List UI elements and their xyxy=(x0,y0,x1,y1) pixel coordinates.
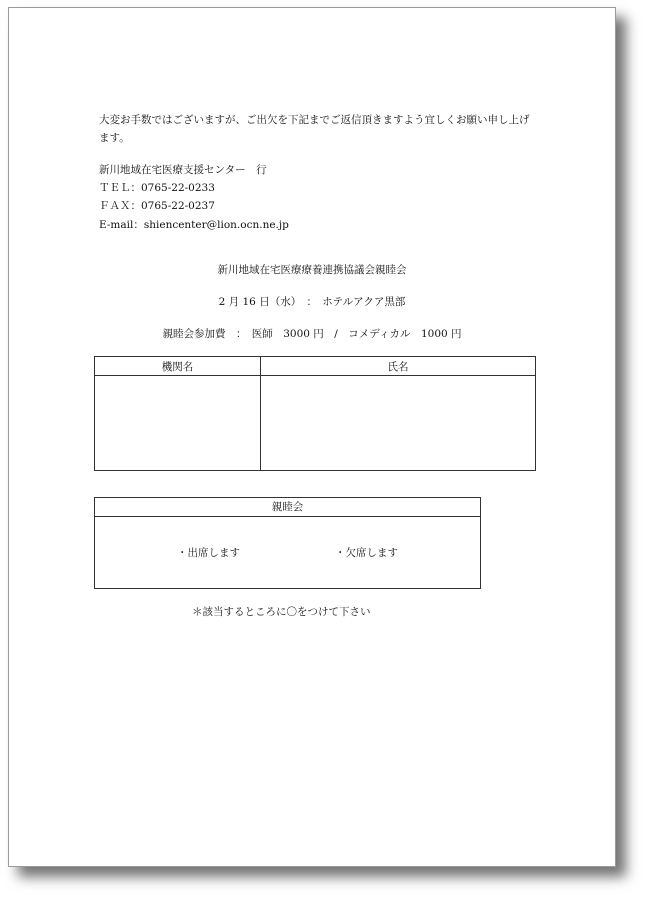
intro-text: 大変お手数ではございますが、ご出欠を下記までご返信頂きますよう宜しくお願い申し上げます。 xyxy=(99,114,530,144)
name-table xyxy=(94,356,536,471)
absent-option: ・欠席します xyxy=(335,547,398,559)
attendance-header: 親睦会 xyxy=(95,498,480,517)
event-title: 新川地域在宅医療療養連携協議会親睦会 xyxy=(217,264,407,276)
attend-option: ・出席します xyxy=(177,547,240,559)
fax-line: ＦＡＸ：0765-22-0237 xyxy=(99,200,215,212)
column-org-name: 機関名 xyxy=(161,361,194,373)
tel-line: ＴＥＬ：0765-22-0233 xyxy=(99,182,215,194)
attendance-table xyxy=(94,497,481,589)
column-person-name: 氏名 xyxy=(387,361,409,373)
recipient: 新川地域在宅医療支援センター 行 xyxy=(99,164,267,176)
instruction-note: ＊該当するところに〇をつけて下さい xyxy=(192,606,371,618)
event-date-venue: 2 月 16 日（水） ： ホテルアクア黒部 xyxy=(218,296,406,308)
document-page xyxy=(8,7,616,867)
email-line: E-mail：shiencenter@lion.ocn.ne.jp xyxy=(99,219,289,231)
event-fee: 親睦会参加費 ： 医師 3000 円 / コメディカル 1000 円 xyxy=(162,328,462,340)
